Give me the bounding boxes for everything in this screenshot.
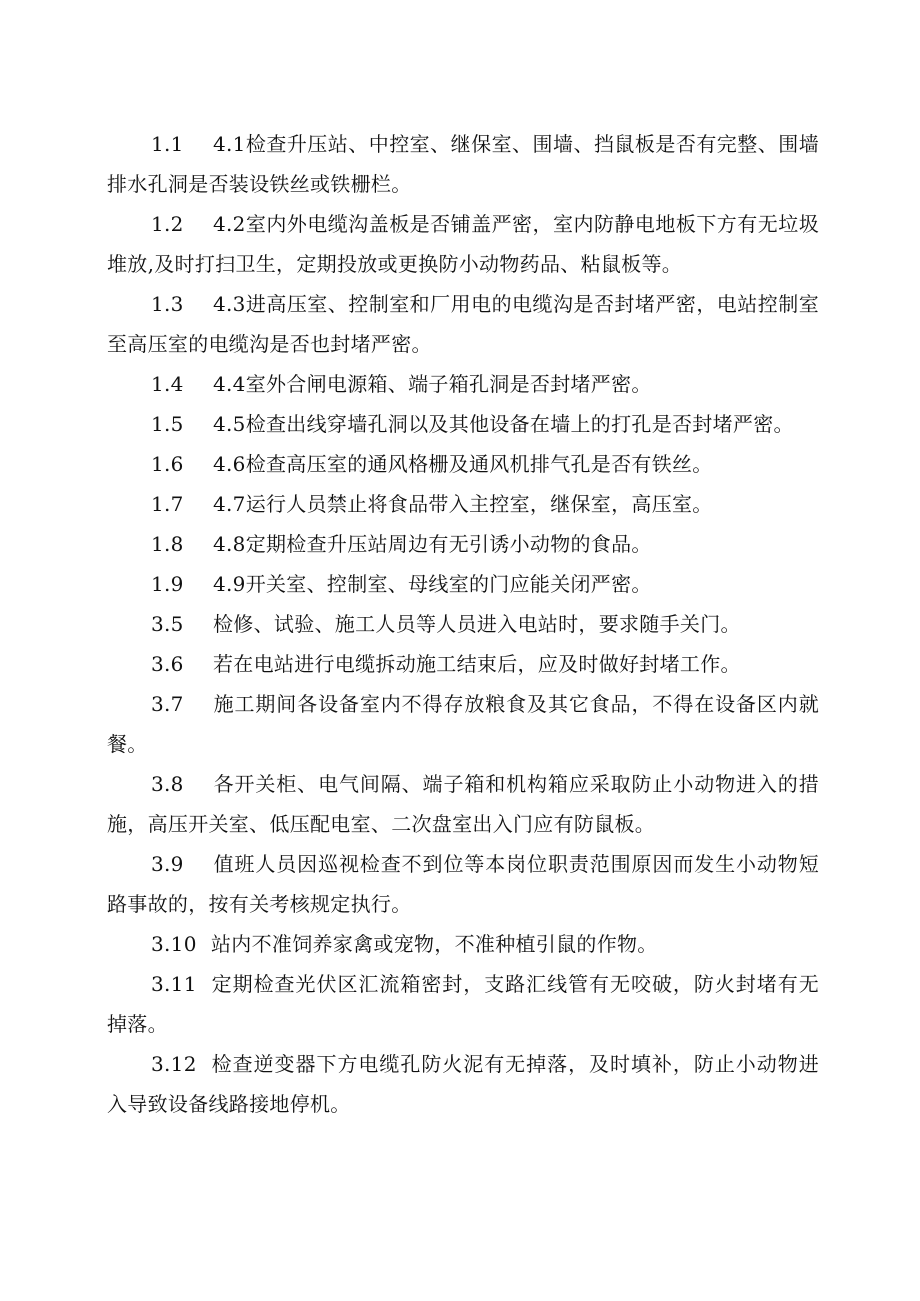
- item-text: 定期检查光伏区汇流箱密封，支路汇线管有无咬破，防火封堵有无掉落。: [107, 972, 819, 1036]
- item-number: 1.1: [151, 132, 184, 156]
- item-text: 4.1检查升压站、中控室、继保室、围墙、挡鼠板是否有完整、围墙排水孔洞是否装设铁丝或铁栅栏。: [107, 132, 819, 196]
- item-text: 4.8定期检查升压站周边有无引诱小动物的食品。: [213, 532, 652, 556]
- item-number: 1.7: [151, 492, 184, 516]
- item-text: 值班人员因巡视检查不到位等本岗位职责范围原因而发生小动物短路事故的，按有关考核规定执行。: [107, 852, 819, 916]
- list-item: [107, 284, 819, 364]
- item-text: 检查逆变器下方电缆孔防火泥有无掉落，及时填补，防止小动物进入导致设备线路接地停机。: [107, 1052, 819, 1116]
- list-item: [107, 604, 819, 644]
- item-number: 3.10: [151, 932, 197, 956]
- list-item: [107, 124, 819, 204]
- item-number: 3.7: [151, 692, 184, 716]
- item-text: 施工期间各设备室内不得存放粮食及其它食品，不得在设备区内就餐。: [107, 692, 819, 756]
- item-text: 4.5检查出线穿墙孔洞以及其他设备在墙上的打孔是否封堵严密。: [213, 412, 794, 436]
- list-item: [107, 404, 819, 444]
- item-number: 1.8: [151, 532, 184, 556]
- list-item: [107, 1044, 819, 1124]
- list-item: [107, 644, 819, 684]
- list-item: [107, 204, 819, 284]
- item-number: 3.12: [151, 1052, 197, 1076]
- item-text: 4.2室内外电缆沟盖板是否铺盖严密，室内防静电地板下方有无垃圾堆放,及时打扫卫生，定期投放或更换防小动物药品、粘鼠板等。: [107, 212, 819, 276]
- list-item: [107, 964, 819, 1044]
- item-number: 1.4: [151, 372, 184, 396]
- item-text: 4.4室外合闸电源箱、端子箱孔洞是否封堵严密。: [213, 372, 652, 396]
- item-number: 3.5: [151, 612, 184, 636]
- list-item: [107, 524, 819, 564]
- item-number: 3.11: [151, 972, 197, 996]
- item-text: 4.3进高压室、控制室和厂用电的电缆沟是否封堵严密，电站控制室至高压室的电缆沟是否也封堵严密。: [107, 292, 819, 356]
- list-item: [107, 444, 819, 484]
- item-text: 4.9开关室、控制室、母线室的门应能关闭严密。: [213, 572, 652, 596]
- list-item: [107, 484, 819, 524]
- item-number: 1.5: [151, 412, 184, 436]
- item-number: 3.8: [151, 772, 184, 796]
- list-item: [107, 684, 819, 764]
- item-text: 4.7运行人员禁止将食品带入主控室，继保室，高压室。: [213, 492, 713, 516]
- item-text: 若在电站进行电缆拆动施工结束后，应及时做好封堵工作。: [213, 652, 741, 676]
- item-list: [107, 124, 819, 1124]
- item-text: 各开关柜、电气间隔、端子箱和机构箱应采取防止小动物进入的措施，高压开关室、低压配电室、二次盘室出入门应有防鼠板。: [107, 772, 819, 836]
- item-number: 1.3: [151, 292, 184, 316]
- list-item: [107, 924, 819, 964]
- item-number: 1.6: [151, 452, 184, 476]
- list-item: [107, 844, 819, 924]
- list-item: [107, 564, 819, 604]
- list-item: [107, 364, 819, 404]
- item-number: 1.2: [151, 212, 184, 236]
- item-number: 1.9: [151, 572, 184, 596]
- item-number: 3.9: [151, 852, 184, 876]
- list-item: [107, 764, 819, 844]
- item-number: 3.6: [151, 652, 184, 676]
- item-text: 4.6检查高压室的通风格栅及通风机排气孔是否有铁丝。: [213, 452, 713, 476]
- item-text: 站内不准饲养家禽或宠物，不准种植引鼠的作物。: [211, 932, 658, 956]
- item-text: 检修、试验、施工人员等人员进入电站时，要求随手关门。: [213, 612, 741, 636]
